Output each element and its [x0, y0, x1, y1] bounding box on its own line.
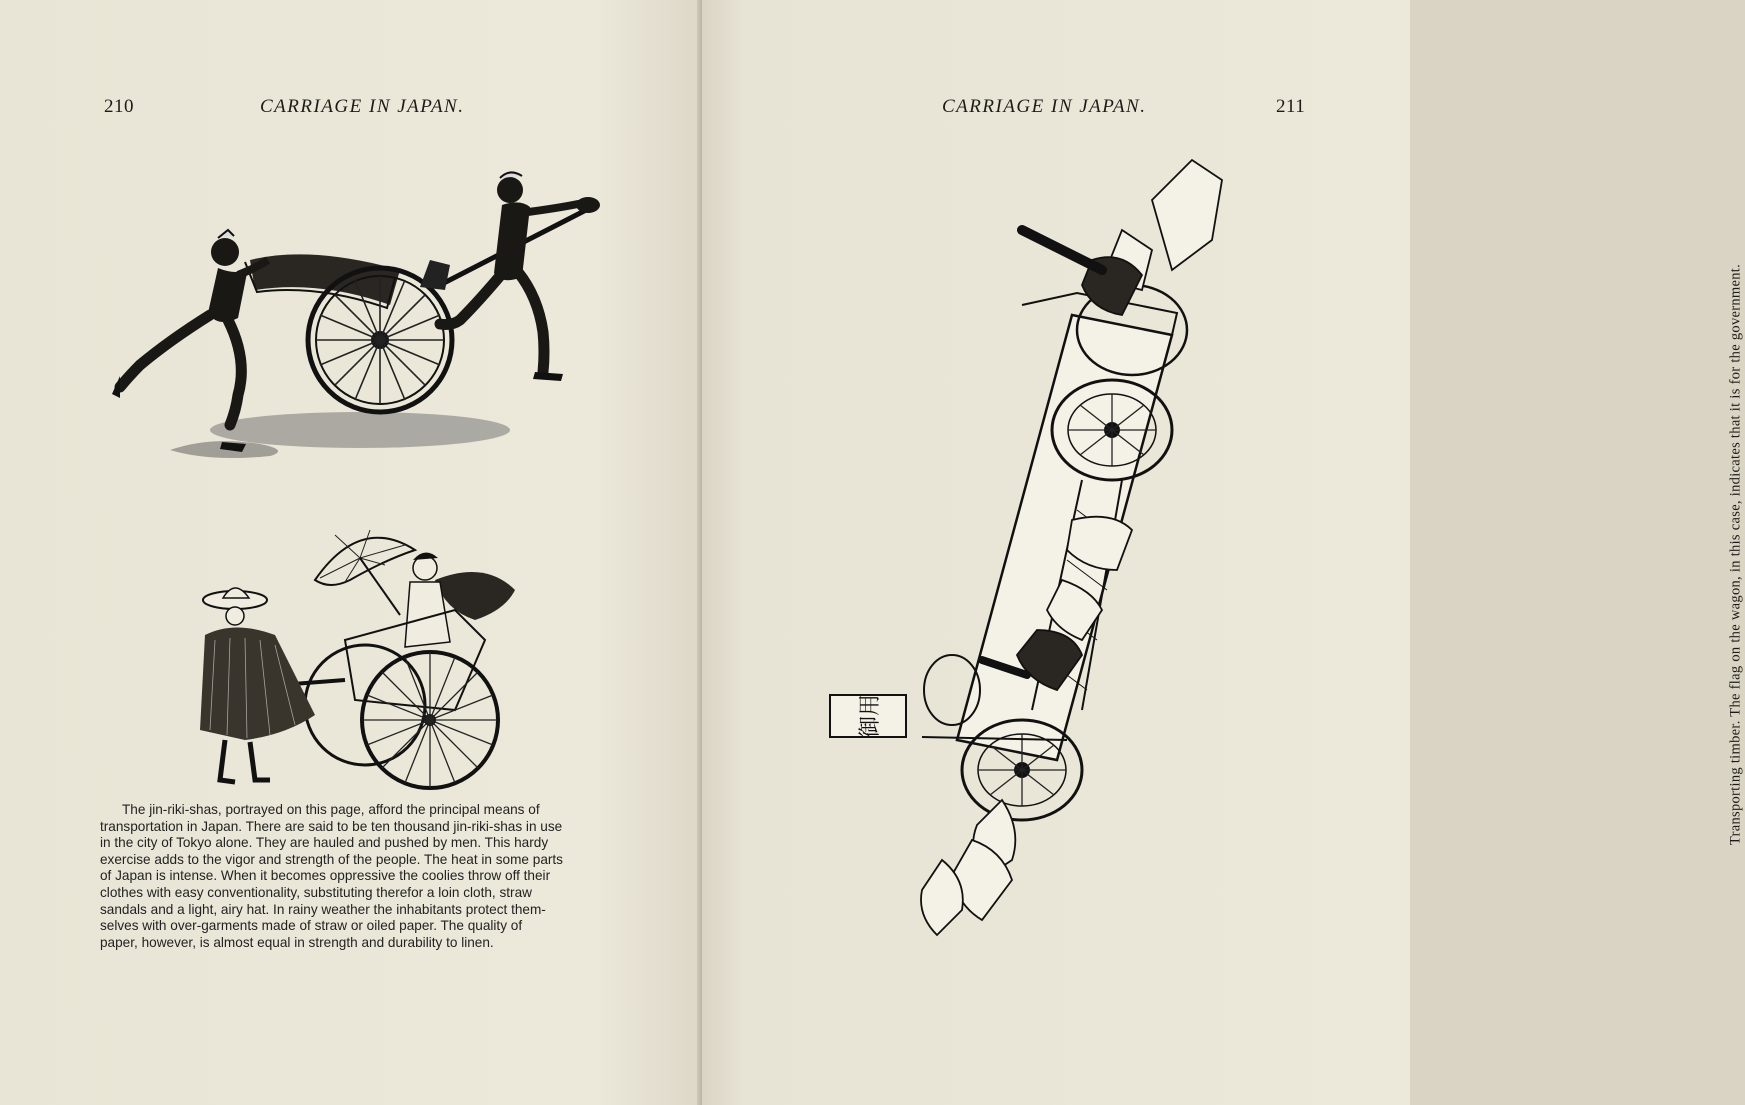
- page-number-left: 210: [104, 96, 134, 117]
- rotated-caption: Transporting timber. The flag on the wagon, in this case, indicates that it is for the government.: [1727, 263, 1744, 846]
- running-head-left: CARRIAGE IN JAPAN.: [260, 96, 465, 117]
- jinrikisha-runners-illustration: [110, 150, 620, 470]
- page-number-right: 211: [1276, 96, 1306, 117]
- timber-wagon-illustration: [822, 140, 1242, 980]
- text-line: transportation in Japan. There are said to be ten thousand jin-riki-shas in use: [100, 818, 563, 834]
- wheel: [1052, 380, 1172, 480]
- text-line: selves with over-garments made of straw or oiled paper. The quality of: [100, 918, 523, 934]
- text-line: in the city of Tokyo alone. They are hauled and pushed by men. This hardy: [100, 835, 549, 851]
- body-paragraph: [100, 802, 623, 951]
- flag-characters: 御用: [858, 693, 883, 739]
- jinrikisha-parasol-illustration: [195, 520, 545, 790]
- text-line: paper, however, is almost equal in strength and durability to linen.: [100, 934, 494, 950]
- text-line: exercise adds to the vigor and strength of the people. The heat in some parts: [100, 851, 563, 867]
- right-page: [702, 0, 1744, 1105]
- text-line: The jin-riki-shas, portrayed on this page, afford the principal means of: [122, 802, 540, 817]
- text-line: clothes with easy conventionality, substituting therefor a loin cloth, straw: [100, 884, 532, 900]
- text-line: sandals and a light, airy hat. In rainy weather the inhabitants protect them-: [100, 901, 546, 917]
- running-head-right: CARRIAGE IN JAPAN.: [942, 96, 1147, 117]
- text-line: of Japan is intense. When it becomes oppressive the coolies throw off their: [100, 868, 551, 884]
- left-page: [0, 0, 700, 1105]
